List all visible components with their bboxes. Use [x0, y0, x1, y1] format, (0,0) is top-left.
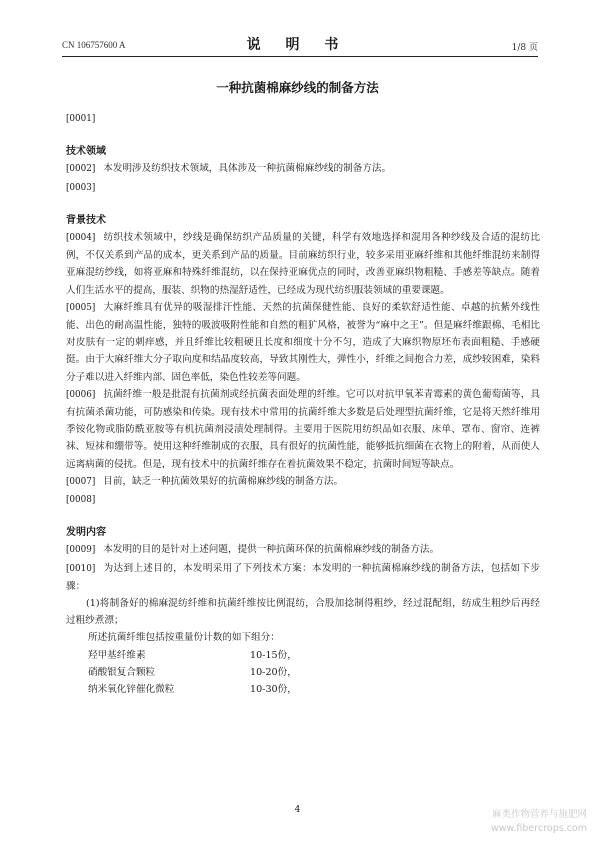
paragraph-0003 [66, 179, 540, 197]
section-heading-field: 技术领域 [66, 146, 106, 158]
document-type-heading: 说 明 书 [246, 37, 349, 53]
paragraph-number: [0003] [66, 182, 96, 193]
paragraph-0008 [66, 491, 540, 509]
page-indicator: 1/8 页 [511, 43, 538, 53]
section-heading-background: 背景技术 [66, 214, 106, 226]
watermark-line-1: 麻类作物营养与施肥网 [491, 809, 587, 820]
component-name: 硝酸银复合颗粒 [88, 666, 156, 678]
paragraph-number: [0004] [66, 233, 96, 244]
component-row [66, 664, 540, 681]
step-1: (1)将制备好的棉麻混纺纤维和抗菌纤维按比例混纺，合股加捻制得粗纱，经过混配组，纺成生粗纱后再经过粗纱煮漂； [66, 598, 540, 627]
paragraph-0001 [66, 110, 540, 128]
document-body [66, 110, 540, 698]
paragraph-text: 本发明的目的是针对上述问题，提供一种抗菌环保的抗菌棉麻纱线的制备方法。 [103, 544, 440, 556]
document-title: 一种抗菌棉麻纱线的制备方法 [216, 80, 379, 95]
paragraph-text: 目前，缺乏一种抗菌效果好的抗菌棉麻纱线的制备方法。 [103, 475, 344, 487]
paragraph-text: 抗菌纤维一般是批混有抗菌剂或经抗菌表面处理的纤维。它可以对抗甲氧苯青霉素的黄色葡萄菌等，具有抗菌杀菌功能，可防感染和传染。现有技术中常用的抗菌纤维大多数是后处理型抗菌纤维，它是将天然纤维用季铵化物或脂防酰亚胺等有机抗菌剂浸渍处理制得。主要用于医院用纺织品如衣服、床单、罩布、窗帘、连裤袜、短袜和绷带等。使用这种纤维制成的衣服，具有很好的抗菌性能，能够抵抗细菌在衣物上的附着，从而使人远离病菌的侵扰。但是，现有技术中的抗菌纤维存在着抗菌效果不稳定，抗菌时间短等缺点。 [66, 388, 540, 470]
page-number: 4 [294, 805, 301, 815]
paragraph-number: [0006] [66, 389, 96, 400]
component-name: 羟甲基纤维素 [88, 649, 146, 661]
paragraph-0010 [66, 560, 540, 595]
paragraph-0006 [66, 386, 540, 473]
publication-number: CN 106757600 A [62, 40, 126, 50]
component-amount: 10-30份， [250, 684, 297, 696]
paragraph-number: [0010] [66, 563, 96, 574]
watermark-line-2: www.fibercrops.com [490, 823, 587, 834]
site-watermark [491, 808, 587, 836]
paragraph-text: 大麻纤维具有优异的吸湿排汗性能、天然的抗菌保健性能、良好的柔软舒适性能、卓越的抗紫外线性能、出色的耐高温性能，独特的吸波吸附性能和自然的粗犷风格，被誉为“麻中之王”。但是麻纤维跟棉、毛相比对皮肤有一定的刺痒感，并且纤维比较粗硬且长度和细度十分不匀，造成了大麻织物原坯布表面粗糙、手感硬挺。由于大麻纤维大分子取向度和结晶度较高，导致其刚性大，弹性小，纤维之间抱合力差，成纱较困难，染料分子难以进入纤维内部、固色率低，染色性较差等问题。 [66, 301, 540, 383]
component-intro: 所述抗菌纤维包括按重量份计数的如下组分： [88, 632, 280, 644]
paragraph-0007 [66, 473, 540, 491]
paragraph-text: 为达到上述目的，本发明采用了下列技术方案：本发明的一种抗菌棉麻纱线的制备方法，包括如下步骤： [66, 562, 540, 592]
paragraph-number: [0005] [66, 302, 96, 313]
paragraph-number: [0007] [66, 476, 96, 487]
paragraph-0004 [66, 229, 540, 299]
paragraph-0009 [66, 541, 540, 559]
section-heading-summary: 发明内容 [66, 527, 106, 539]
component-name: 纳米氧化锌催化微粒 [88, 684, 175, 696]
paragraph-text: 本发明涉及纺织技术领域，具体涉及一种抗菌棉麻纱线的制备方法。 [103, 163, 392, 175]
paragraph-number: [0002] [66, 164, 96, 175]
paragraph-0005 [66, 299, 540, 386]
paragraph-number: [0008] [66, 495, 96, 506]
component-row [66, 681, 540, 698]
paragraph-number: [0001] [66, 114, 96, 124]
component-amount: 10-20份， [250, 666, 297, 678]
paragraph-0002 [66, 160, 540, 178]
paragraph-number: [0009] [66, 545, 96, 556]
component-amount: 10-15份， [250, 649, 297, 661]
header-rule [62, 56, 538, 57]
component-row [66, 647, 540, 664]
paragraph-text: 纺织技术领域中，纱线是确保纺织产品质量的关键，科学有效地选择和混用各种纱线及合适的混纺比例，不仅关系到产品的成本，更关系到产品的质量。目前麻纺织行业，较多采用亚麻纤维和其他纤维混纺来制得亚麻混纺纱线，如将亚麻和特殊纤维混纺，以在保持亚麻优点的同时，改善亚麻织物粗糙、手感差等缺点。随着人们生活水平的提高，服装、织物的热湿舒适性，已经成为现代纺织服装领域的重要课题。 [66, 232, 540, 296]
